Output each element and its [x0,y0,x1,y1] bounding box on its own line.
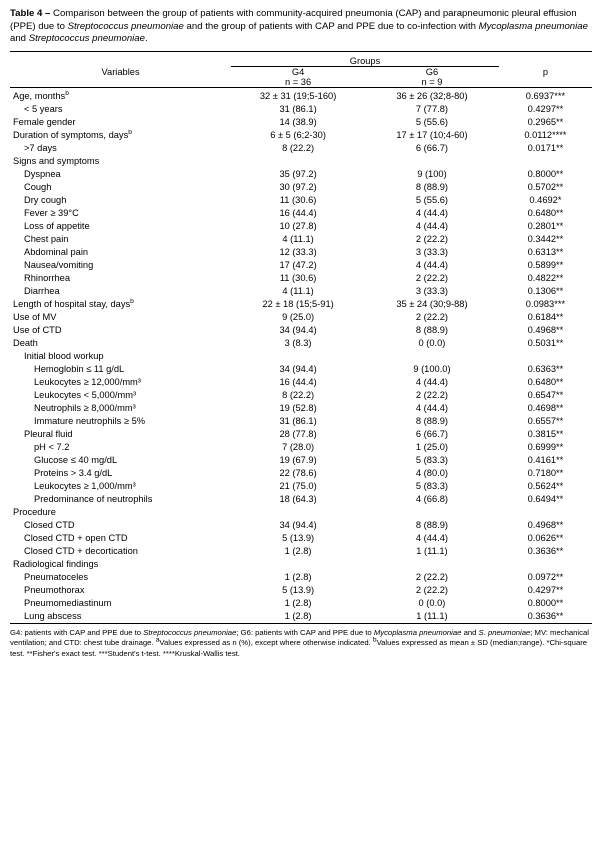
row-label: Neutrophils ≥ 8,000/mm³ [34,402,136,413]
row-value-p: 0.4968** [527,324,564,335]
row-label: Cough [24,181,52,192]
row-label: Loss of appetite [24,220,90,231]
row-label: Nausea/vomiting [24,259,94,270]
row-value-p: 0.6184** [527,311,564,322]
row-value-g4: 1 (2.8) [284,571,312,582]
row-label: Predominance of neutrophils [34,493,153,504]
row-value-g4: 35 (97.2) [279,168,317,179]
footnote-text-4: ; MV: mechanical ventilation; and CTD: chest tube drainage. [10,627,589,648]
row-value-g4: 1 (2.8) [284,610,312,621]
footnote-italic-3: S. pneumoniae [478,627,531,637]
row-value-g6: 8 (88.9) [415,415,448,426]
row-value-p: 0.7180** [527,467,564,478]
row-value-g4: 9 (25.0) [282,311,315,322]
row-value-g4: 1 (2.8) [284,545,312,556]
row-value-p [499,348,592,361]
caption-text-2: and the group of patients with CAP and PPE due to co-infection with [183,20,479,32]
comparison-table [10,51,592,621]
row-value-p: 0.2801** [527,220,564,231]
row-value-g4: 7 (28.0) [282,441,315,452]
row-value-g6: 2 (22.2) [415,311,448,322]
row-value-g6: 2 (22.2) [415,389,448,400]
row-value-p: 0.3815** [527,428,564,439]
row-label: Female gender [13,116,76,127]
row-value-p: 0.6999** [527,441,564,452]
row-label: < 5 years [24,103,63,114]
row-value-p: 0.4822** [527,272,564,283]
row-value-g4: 17 (47.2) [279,259,317,270]
row-label: Dry cough [24,194,67,205]
row-label: Proteins > 3.4 g/dL [34,467,113,478]
table-body [10,87,592,621]
row-value-g4: 16 (44.4) [279,207,317,218]
row-value-p: 0.6480** [527,376,564,387]
row-value-p: 0.0171** [527,142,564,153]
table-row [10,530,592,543]
footnote-sup-a: a [155,636,160,644]
row-value-p: 0.4698** [527,402,564,413]
row-label: pH < 7.2 [34,441,70,452]
table-row [10,413,592,426]
row-value-g4: 6 ± 5 (6;2-30) [270,129,326,140]
row-value-g4 [231,153,365,166]
row-value-g4 [231,504,365,517]
row-label: Initial blood workup [24,350,104,361]
row-value-g6: 4 (44.4) [415,259,448,270]
row-label: Rhinorrhea [24,272,70,283]
row-value-g4: 5 (13.9) [282,584,315,595]
row-value-p: 0.8000** [527,168,564,179]
row-label: Duration of symptoms, days$^b$ [13,128,132,140]
row-value-g6: 5 (55.6) [415,116,448,127]
table-row [10,244,592,257]
table-row [10,309,592,322]
row-label: Hemoglobin ≤ 11 g/dL [34,363,125,374]
row-value-g4: 30 (97.2) [279,181,317,192]
table-row [10,452,592,465]
footnote-text-1: G4: patients with CAP and PPE due to [10,627,144,637]
row-value-p [499,153,592,166]
row-value-g6 [365,153,499,166]
row-value-g6: 7 (77.8) [415,103,448,114]
row-value-p: 0.5624** [527,480,564,491]
table-row [10,283,592,296]
table-row [10,296,592,309]
header-groups: Groups [231,51,499,66]
row-label: Glucose ≤ 40 mg/dL [34,454,118,465]
row-label: Leukocytes ≥ 1,000/mm³ [34,480,136,491]
caption-italic-1: Streptococcus pneumoniae [67,20,184,32]
row-value-p: 0.3442** [527,233,564,244]
table-row [10,439,592,452]
row-value-g6: 0 (0.0) [418,597,446,608]
row-value-g6: 4 (66.8) [415,493,448,504]
row-value-g6: 4 (44.4) [415,207,448,218]
row-value-g4: 8 (22.2) [282,142,315,153]
table-row [10,335,592,348]
row-value-p: 0.0972** [527,571,564,582]
row-label: Pleural fluid [24,428,73,439]
row-label-superscript: b [128,128,132,136]
n-g6: n = 9 [365,77,499,88]
caption-italic-3: Streptococcus pneumoniae [28,33,145,45]
row-label: Age, months$^b$ [13,89,69,101]
row-label: Abdominal pain [24,246,89,257]
row-value-g6: 4 (80.0) [415,467,448,478]
row-value-g6: 0 (0.0) [418,337,446,348]
table-row [10,205,592,218]
footnote-text-5: Values expressed as n (%), except where otherwise indicated. [159,638,373,648]
row-value-p: 0.6480** [527,207,564,218]
row-value-g4: 8 (22.2) [282,389,315,400]
row-value-g4: 31 (86.1) [279,103,317,114]
row-label: Closed CTD [24,519,75,530]
row-label: Lung abscess [24,610,82,621]
row-label: >7 days [24,142,57,153]
table-footnote [10,628,592,659]
caption-text-4: . [144,33,148,45]
row-value-p: 0.0626** [527,532,564,543]
row-label: Death [13,337,38,348]
table-row [10,374,592,387]
row-label: Leukocytes ≥ 12,000/mm³ [34,376,141,387]
row-value-g4: 22 (78.6) [279,467,317,478]
caption-italic-2: Mycoplasma pneumoniae [478,20,588,32]
table-row [10,101,592,114]
row-value-p: 0.4297** [527,103,564,114]
row-label: Use of CTD [13,324,62,335]
footnote-text-6: Values expressed as mean ± SD (median;range). *Chi-square test. **Fisher's exact test. ***Student's t-test. ****Kruskal-Wallis test. [10,638,588,658]
footnote-italic-1: Streptococcus pneumoniae [143,627,237,637]
row-value-g4 [231,556,365,569]
row-label: Immature neutrophils ≥ 5% [34,415,146,426]
table-row [10,231,592,244]
table-n-row [10,77,592,88]
row-label: Fever ≥ 39°C [24,207,79,218]
row-value-g4: 34 (94.4) [279,363,317,374]
table-header-row [10,51,592,66]
row-value-g6: 9 (100.0) [413,363,451,374]
row-value-g6: 5 (83.3) [415,454,448,465]
table-row [10,166,592,179]
row-value-g4: 28 (77.8) [279,428,317,439]
header-p: p [499,51,592,77]
row-value-g4: 5 (13.9) [282,532,315,543]
table-row [10,595,592,608]
row-value-g6: 8 (88.9) [415,181,448,192]
row-label: Procedure [13,506,56,517]
row-value-g4 [231,348,365,361]
row-value-p: 0.8000** [527,597,564,608]
row-value-g6: 1 (11.1) [416,545,448,556]
footnote-text-3: and [461,627,479,637]
row-value-p: 0.5899** [527,259,564,270]
row-value-g6: 9 (100) [417,168,447,179]
n-g4: n = 36 [231,77,365,88]
footnote-sup-b: b [372,636,377,644]
row-label: Pneumomediastinum [24,597,112,608]
table-row [10,478,592,491]
row-value-g4: 34 (94.4) [279,519,317,530]
row-value-g6: 2 (22.2) [415,233,448,244]
row-value-g6 [365,348,499,361]
row-value-p: 0.0983*** [525,298,566,309]
row-value-p: 0.6494** [527,493,564,504]
row-label-superscript: b [130,297,134,305]
row-value-p: 0.6363** [527,363,564,374]
row-value-p: 0.6557** [527,415,564,426]
table-row [10,140,592,153]
row-value-p: 0.6547** [527,389,564,400]
row-value-g6: 4 (44.4) [415,532,448,543]
row-value-p: 0.5031** [527,337,564,348]
table-row [10,257,592,270]
table-row [10,218,592,231]
row-label: Chest pain [24,233,69,244]
table-row [10,322,592,335]
row-label: Diarrhea [24,285,60,296]
row-value-g6: 6 (66.7) [415,142,448,153]
row-value-g6: 2 (22.2) [415,584,448,595]
row-value-g6 [365,556,499,569]
row-value-p: 0.4968** [527,519,564,530]
table-row [10,361,592,374]
row-value-g6: 35 ± 24 (30;9-88) [396,298,468,309]
row-label: Closed CTD + open CTD [24,532,128,543]
row-value-g6: 6 (66.7) [415,428,448,439]
row-label: Leukocytes < 5,000/mm³ [34,389,137,400]
row-value-p: 0.5702** [527,181,564,192]
table-row [10,517,592,530]
table-row [10,491,592,504]
row-value-g4: 16 (44.4) [279,376,317,387]
caption-text-1: Comparison between the group of patients with community-acquired pneumonia (CAP) and parapneumonic pleural effusion (PPE) due to [10,8,577,32]
row-value-p: 0.4297** [527,584,564,595]
table-row [10,387,592,400]
table-row [10,179,592,192]
row-value-g6: 5 (83.3) [415,480,448,491]
row-label: Pneumothorax [24,584,85,595]
table-row [10,348,592,361]
row-value-g6 [365,504,499,517]
table-row [10,556,592,569]
table-row [10,400,592,413]
row-value-g6: 4 (44.4) [415,220,448,231]
row-value-g4: 11 (30.6) [279,272,317,283]
row-value-g6: 17 ± 17 (10;4-60) [396,129,468,140]
row-value-p: 0.0112**** [524,129,567,140]
row-value-g6: 3 (33.3) [415,285,448,296]
row-value-g6: 8 (88.9) [415,324,448,335]
row-value-g4: 32 ± 31 (19;5-160) [259,90,337,101]
table-row [10,543,592,556]
table-row [10,465,592,478]
row-value-g6: 36 ± 26 (32;8-80) [396,90,468,101]
row-value-g4: 22 ± 18 (15;5-91) [262,298,334,309]
row-label: Use of MV [13,311,57,322]
caption-text-3: and [10,33,29,45]
table-row [10,114,592,127]
header-g4: G4 [291,66,305,77]
table-row [10,270,592,283]
row-value-g4: 3 (8.3) [284,337,312,348]
row-value-g4: 14 (38.9) [279,116,317,127]
row-value-g6: 4 (44.4) [415,402,448,413]
row-value-g4: 4 (11.1) [282,285,314,296]
row-value-p: 0.6937*** [525,90,566,101]
table-row [10,192,592,205]
table-row [10,504,592,517]
header-g6: G6 [425,66,439,77]
row-value-p [499,556,592,569]
row-label: Closed CTD + decortication [24,545,138,556]
row-label: Signs and symptoms [13,155,100,166]
row-value-g4: 34 (94.4) [279,324,317,335]
row-value-p [499,504,592,517]
row-value-g4: 19 (67.9) [279,454,317,465]
row-value-g6: 8 (88.9) [415,519,448,530]
row-value-p: 0.6313** [527,246,564,257]
table-row [10,87,592,101]
table-row [10,127,592,140]
header-variables: Variables [10,51,231,77]
table-row [10,153,592,166]
row-value-g4: 1 (2.8) [284,597,312,608]
row-value-p: 0.4692* [529,194,562,205]
footnote-italic-2: Mycoplasma pneumoniae [373,627,462,637]
row-value-g4: 12 (33.3) [279,246,317,257]
row-value-g4: 31 (86.1) [279,415,317,426]
row-value-g6: 2 (22.2) [415,571,448,582]
row-value-g6: 4 (44.4) [415,376,448,387]
row-value-p: 0.3636** [527,545,564,556]
footnote-text-2: ; G6: patients with CAP and PPE due to [236,627,374,637]
table-label: Table 4 – [10,8,51,19]
table-bottom-rule [10,623,592,624]
row-label: Dyspnea [24,168,61,179]
row-label: Pneumatoceles [24,571,89,582]
row-value-g4: 18 (64.3) [279,493,317,504]
row-label-superscript: b [65,89,69,97]
row-value-g6: 1 (25.0) [415,441,448,452]
table-row [10,569,592,582]
row-value-g4: 19 (52.8) [279,402,317,413]
row-value-g6: 2 (22.2) [415,272,448,283]
row-value-g4: 10 (27.8) [279,220,317,231]
row-value-g4: 4 (11.1) [282,233,314,244]
table-row [10,582,592,595]
row-value-g6: 1 (11.1) [416,610,448,621]
table-row [10,426,592,439]
row-label: Radiological findings [13,558,99,569]
row-value-g6: 5 (55.6) [415,194,448,205]
row-value-g4: 21 (75.0) [279,480,317,491]
row-value-g6: 3 (33.3) [415,246,448,257]
table-row [10,608,592,621]
row-label: Length of hospital stay, days$^b$ [13,297,134,309]
row-value-g4: 11 (30.6) [279,194,317,205]
table-caption [10,8,592,46]
row-value-p: 0.3636** [527,610,564,621]
row-value-p: 0.1306** [527,285,564,296]
row-value-p: 0.4161** [527,454,564,465]
row-value-p: 0.2965** [527,116,564,127]
